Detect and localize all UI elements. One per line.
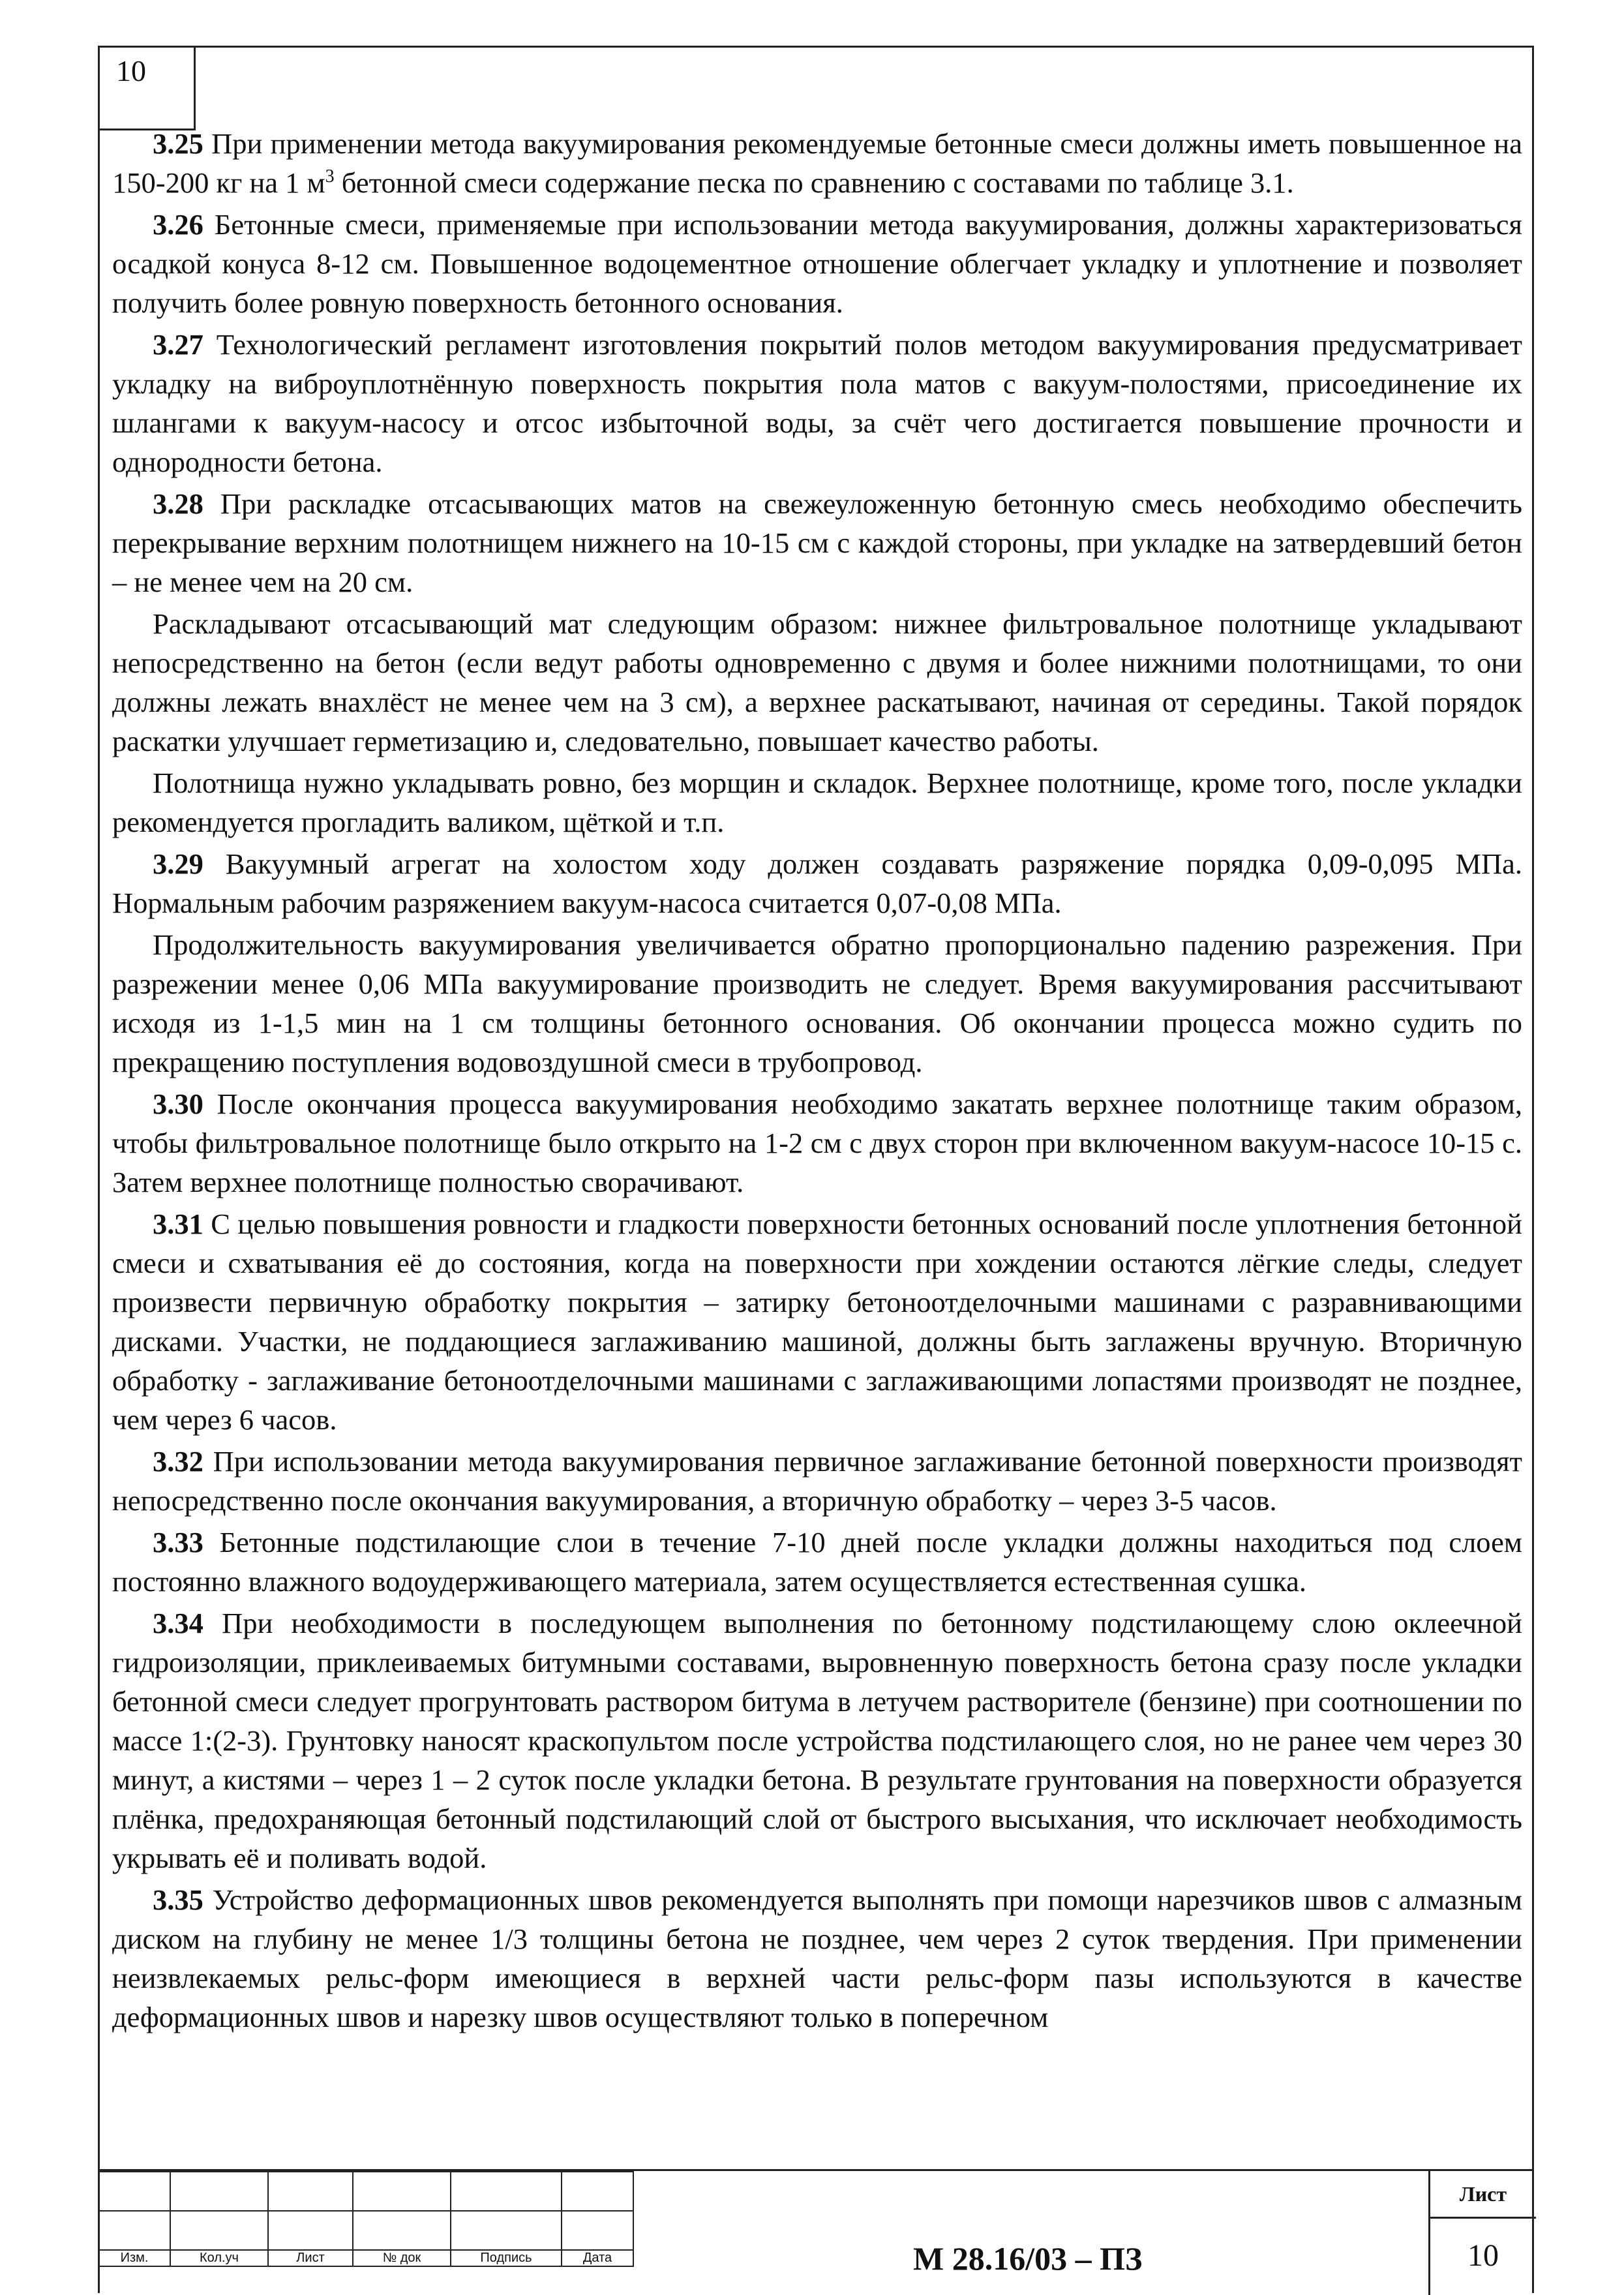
clause-number: 3.30 xyxy=(153,1087,203,1120)
col-label-kol-uch: Кол.уч xyxy=(170,2250,268,2266)
sheet-number: 10 xyxy=(1467,2238,1499,2273)
paragraph-text: Бетонные смеси, применяемые при использовании метода вакуумирования, должны характеризоваться осадкой конуса 8-12 см. Повышенное водоцементное отношение облегчает укладку и уплотнение и позволяет получить более ровную поверхность бетонного основания. xyxy=(112,208,1522,319)
paragraph xyxy=(112,1204,1522,1439)
clause-number: 3.28 xyxy=(153,487,203,520)
paragraph xyxy=(112,1880,1522,2037)
paragraph xyxy=(112,1523,1522,1601)
clause-number: 3.27 xyxy=(153,328,203,361)
paragraph xyxy=(112,925,1522,1082)
paragraph xyxy=(112,1442,1522,1520)
paragraph xyxy=(112,604,1522,761)
paragraph xyxy=(112,124,1522,202)
col-label-izm: Изм. xyxy=(98,2250,170,2266)
paragraph-text: При применении метода вакуумирования рекомендуемые бетонные смеси должны иметь повышенное на 150-200 кг на 1 м xyxy=(112,127,1522,199)
paragraph-text: При использовании метода вакуумирования первичное заглаживание бетонной поверхности производят непосредственно после окончания вакуумирования, а вторичную обработку – через 3-5 часов. xyxy=(112,1445,1522,1517)
superscript: 3 xyxy=(325,166,335,187)
paragraph-text: Продолжительность вакуумирования увеличивается обратно пропорционально падению разрежения. При разрежении менее 0,06 МПа вакуумирование производить не следует. Время вакуумирования рассчитывают исходя из 1-1,5 мин на 1 см толщины бетонного основания. Об окончании процесса можно судить по прекращению поступления водовоздушной смеси в трубопровод. xyxy=(112,928,1522,1078)
col-label-n-dok: № док xyxy=(353,2250,451,2266)
sheet-box xyxy=(1428,2171,1536,2295)
paragraph xyxy=(112,484,1522,601)
document-body xyxy=(112,124,1522,2039)
paragraph-text: С целью повышения ровности и гладкости поверхности бетонных оснований после уплотнения бетонной смеси и схватывания её до состояния, когда на поверхности при хождении остаются лёгкие следы, следует произвести первичную обработку покрытия – затирку бетоноотделочными машинами с разравнивающими дисками. Участки, не поддающиеся заглаживанию машиной, должны быть заглажены вручную. Вторичную обработку - заглаживание бетоноотделочными машинами с заглаживающими лопастями производят не позднее, чем через 6 часов. xyxy=(112,1208,1522,1436)
clause-number: 3.32 xyxy=(153,1445,203,1478)
col-label-podpis: Подпись xyxy=(451,2250,562,2266)
paragraph xyxy=(112,1084,1522,1202)
paragraph-text-tail: бетонной смеси содержание песка по сравнению с составами по таблице 3.1. xyxy=(334,166,1294,199)
col-label-list: Лист xyxy=(268,2250,353,2266)
paragraph xyxy=(112,325,1522,481)
paragraph-text: Полотнища нужно укладывать ровно, без морщин и складок. Верхнее полотнище, кроме того, после укладки рекомендуется прогладить валиком, щёткой и т.п. xyxy=(112,767,1522,838)
paragraph xyxy=(112,205,1522,322)
revision-grid xyxy=(98,2171,634,2267)
paragraph-text: Устройство деформационных швов рекомендуется выполнять при помощи нарезчиков швов с алмазным диском на глубину не менее 1/3 толщины бетона не позднее, чем через 2 суток твердения. При применении неизвлекаемых рельс-форм имеющиеся в верхней части рельс-форм пазы используются в качестве деформационных швов и нарезку швов осуществляют только в поперечном xyxy=(112,1883,1522,2033)
clause-number: 3.31 xyxy=(153,1208,203,1240)
clause-number: 3.25 xyxy=(153,127,203,160)
paragraph xyxy=(112,763,1522,842)
clause-number: 3.26 xyxy=(153,208,203,241)
page-number-corner: 10 xyxy=(98,46,196,130)
title-block xyxy=(98,2169,1534,2295)
paragraph-text: При раскладке отсасывающих матов на свежеуложенную бетонную смесь необходимо обеспечить перекрывание верхним полотнищем нижнего на 10-15 см с каждой стороны, при укладке на затвердевший бетон – не менее чем на 20 см. xyxy=(112,487,1522,598)
paragraph-text: Бетонные подстилающие слои в течение 7-10 дней после укладки должны находиться под слоем постоянно влажного водоудерживающего материала, затем осуществляется естественная сушка. xyxy=(112,1526,1522,1598)
clause-number: 3.29 xyxy=(153,847,203,880)
paragraph xyxy=(112,844,1522,922)
clause-number: 3.33 xyxy=(153,1526,203,1558)
clause-number: 3.35 xyxy=(153,1883,203,1916)
clause-number: 3.34 xyxy=(153,1607,203,1639)
paragraph xyxy=(112,1603,1522,1877)
paragraph-text: После окончания процесса вакуумирования необходимо закатать верхнее полотнище таким образом, чтобы фильтровальное полотнище было открыто на 1-2 см с двух сторон при включенном вакуум-насосе 10-15 с. Затем верхнее полотнище полностью сворачивают. xyxy=(112,1087,1522,1198)
sheet-label: Лист xyxy=(1430,2171,1536,2219)
paragraph-text: Технологический регламент изготовления покрытий полов методом вакуумирования предусматривает укладку на виброуплотнённую поверхность покрытия пола матов с вакуум-полостями, присоединение их шлангами к вакуум-насосу и отсос избыточной воды, за счёт чего достигается повышение прочности и однородности бетона. xyxy=(112,328,1522,478)
document-code: М 28.16/03 – ПЗ xyxy=(913,2240,1143,2277)
paragraph-text: Вакуумный агрегат на холостом ходу должен создавать разряжение порядка 0,09-0,095 МПа. Нормальным рабочим разряжением вакуум-насоса считается 0,07-0,08 МПа. xyxy=(112,847,1522,919)
col-label-data: Дата xyxy=(562,2250,633,2266)
paragraph-text: Раскладывают отсасывающий мат следующим образом: нижнее фильтровальное полотнище укладывают непосредственно на бетон (если ведут работы одновременно с двумя и более нижними полотнищами, то они должны лежать внахлёст не менее чем на 3 см), а верхнее раскатывают, начиная от середины. Такой порядок раскатки улучшает герметизацию и, следовательно, повышает качество работы. xyxy=(112,607,1522,757)
paragraph-text: При необходимости в последующем выполнения по бетонному подстилающему слою оклеечной гидроизоляции, приклеиваемых битумными составами, выровненную поверхность бетона сразу после укладки бетонной смеси следует прогрунтовать раствором битума в летучем растворителе (бензине) при соотношении по массе 1:(2-3). Грунтовку наносят краскопультом после устройства подстилающего слоя, но не ранее чем через 30 минут, а кистями – через 1 – 2 суток после укладки бетона. В результате грунтования на поверхности образуется плёнка, предохраняющая бетонный подстилающий слой от быстрого высыхания, что исключает необходимость укрывать её и поливать водой. xyxy=(112,1607,1522,1874)
